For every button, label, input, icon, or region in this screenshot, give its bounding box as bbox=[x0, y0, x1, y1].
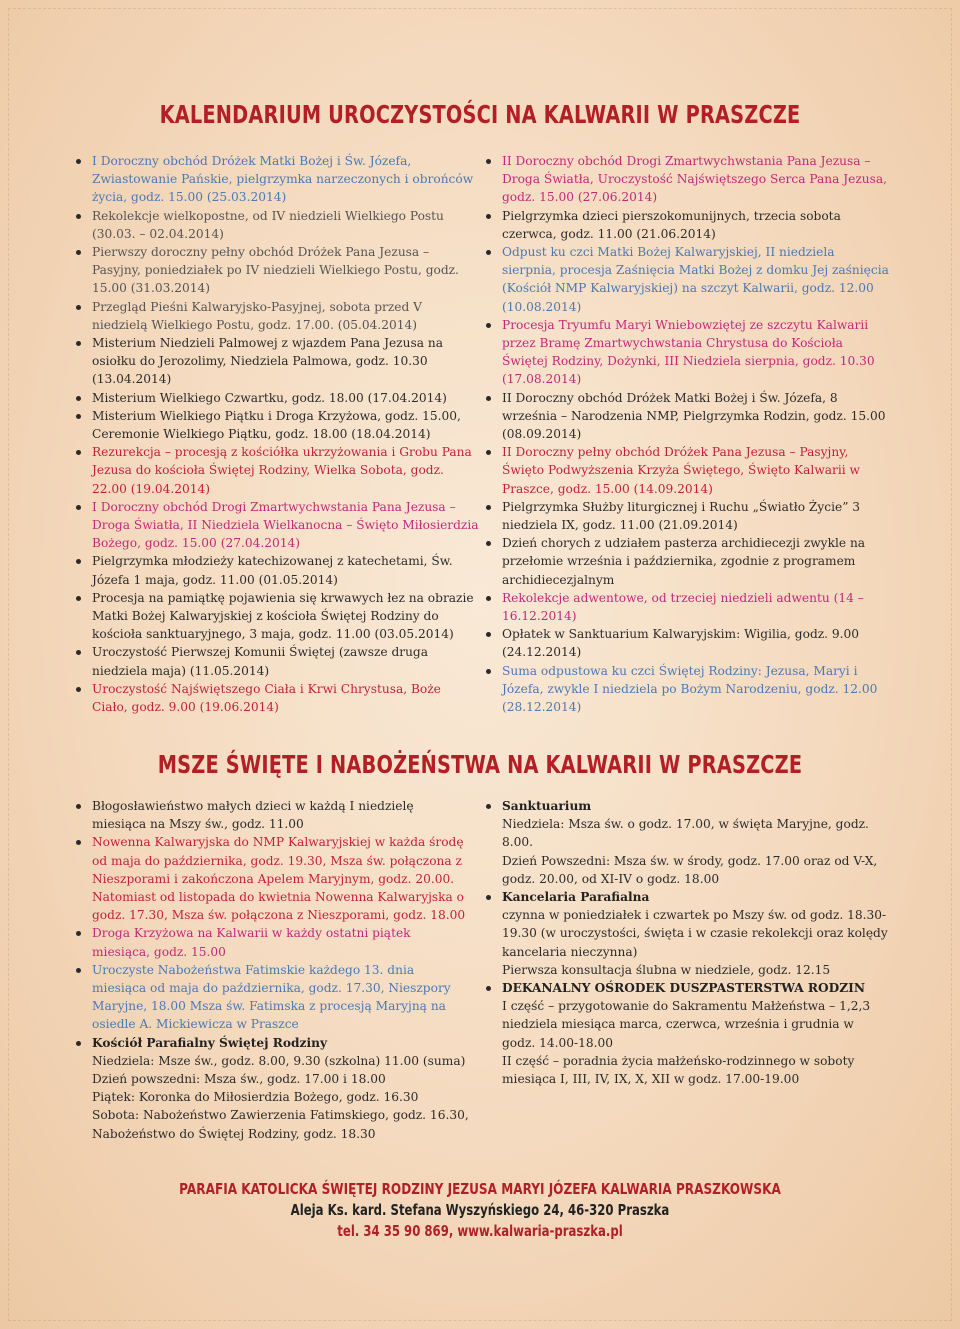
calendar-event: Procesja Tryumfu Maryi Wniebowziętej ze szczytu Kalwarii przez Bramę Zmartwychwstania Chrystusa do Kościoła Świętej Rodziny, Dożynki, III Niedziela sierpnia, godz. 10.30 (17.08.2014) bbox=[490, 316, 890, 389]
calendar-event: Pielgrzymka Służby liturgicznej i Ruchu „Światło Życie” 3 niedziela IX, godz. 11.00 (21.09.2014) bbox=[490, 498, 890, 534]
mass-schedule-item bbox=[490, 797, 890, 888]
calendar-event: Pielgrzymka dzieci pierszokomunijnych, trzecia sobota czerwca, godz. 11.00 (21.06.2014) bbox=[490, 207, 890, 243]
calendar-event: Opłatek w Sanktuarium Kalwaryjskim: Wigilia, godz. 9.00 (24.12.2014) bbox=[490, 625, 890, 661]
mass-schedule-item: Uroczyste Nabożeństwa Fatimskie każdego 13. dnia miesiąca od maja do października, godz. 17.30, Nieszpory Maryjne, 18.00 Msza św. Fatimska z procesją Maryjną na osiedle A. Mickiewicza w Praszce bbox=[80, 961, 470, 1034]
item-line: Dzień powszedni: Msza św., godz. 17.00 i 18.00 bbox=[92, 1072, 386, 1087]
mass-schedule-item: Nowenna Kalwaryjska do NMP Kalwaryjskiej w każda środę od maja do października, godz. 19.30, Msza św. połączona z Nieszporami i zakończona Apelem Maryjnym, godz. 20.00. Natomiast od listopada do kwietnia Nowenna Kalwaryjska o godz. 17.30, Msza św. połączona z Nieszporami, godz. 18.00 bbox=[80, 833, 470, 924]
item-line: II część – poradnia życia małżeńsko-rodzinnego w soboty miesiąca I, III, IV, IX, X, XII w godz. 17.00-19.00 bbox=[502, 1053, 855, 1087]
mass-schedule-item bbox=[490, 979, 890, 1088]
calendar-event: Przegląd Pieśni Kalwaryjsko-Pasyjnej, sobota przed V niedzielą Wielkiego Postu, godz. 17.00. (05.04.2014) bbox=[80, 298, 480, 334]
masses-title: MSZE ŚWIĘTE I NABOŻEŃSTWA NA KALWARII W PRASZCZE bbox=[157, 750, 803, 779]
item-heading: Kancelaria Parafialna bbox=[502, 890, 650, 905]
item-heading: DEKANALNY OŚRODEK DUSZPASTERSTWA RODZIN bbox=[502, 981, 865, 996]
calendar-event: Rekolekcje wielkopostne, od IV niedzieli Wielkiego Postu (30.03. – 02.04.2014) bbox=[80, 207, 480, 243]
item-line: Niedziela: Msza św. o godz. 17.00, w święta Maryjne, godz. 8.00. bbox=[502, 817, 869, 850]
calendar-event: Uroczystość Najświętszego Ciała i Krwi Chrystusa, Boże Ciało, godz. 9.00 (19.06.2014) bbox=[80, 680, 480, 716]
masses-left-list bbox=[80, 797, 470, 1143]
calendar-event: Procesja na pamiątkę pojawienia się krwawych łez na obrazie Matki Bożej Kalwaryjskiej z kościoła Świętej Rodziny do kościoła sanktuaryjnego, 3 maja, godz. 11.00 (03.05.2014) bbox=[80, 589, 480, 644]
item-heading: Sanktuarium bbox=[502, 799, 592, 813]
calendar-event: Dzień chorych z udziałem pasterza archidiecezji zwykle na przełomie września i października, zgodnie z programem archidiecezjalnym bbox=[490, 534, 890, 589]
calendar-event: Pielgrzymka młodzieży katechizowanej z katechetami, Św. Józefa 1 maja, godz. 11.00 (01.05.2014) bbox=[80, 552, 480, 588]
calendar-event: Rezurekcja – procesją z kościółka ukrzyżowania i Grobu Pana Jezusa do kościoła Świętej Rodziny, Wielka Sobota, godz. 22.00 (19.04.2014) bbox=[80, 443, 480, 498]
mass-schedule-item bbox=[80, 1034, 470, 1143]
calendar-event: Misterium Wielkiego Piątku i Droga Krzyżowa, godz. 15.00, Ceremonie Wielkiego Piątku, godz. 18.00 (18.04.2014) bbox=[80, 407, 480, 443]
calendar-event: Rekolekcje adwentowe, od trzeciej niedzieli adwentu (14 – 16.12.2014) bbox=[490, 589, 890, 625]
mass-schedule-item: Droga Krzyżowa na Kalwarii w każdy ostatni piątek miesiąca, godz. 15.00 bbox=[80, 924, 470, 960]
parish-contact: tel. 34 35 90 869, www.kalwaria-praszka.pl bbox=[337, 1222, 623, 1240]
calendar-title: KALENDARIUM UROCZYSTOŚCI NA KALWARII W PRASZCZE bbox=[159, 100, 801, 129]
calendar-event: Suma odpustowa ku czci Świętej Rodziny: Jezusa, Maryi i Józefa, zwykle I niedziela po Bożym Narodzeniu, godz. 12.00 (28.12.2014) bbox=[490, 662, 890, 717]
item-line: czynna w poniedziałek i czwartek po Mszy św. od godz. 18.30-19.30 (w uroczystości, święta i w czasie rekolekcji oraz kolędy kancelaria nieczynna) bbox=[502, 908, 888, 959]
calendar-event: II Doroczny pełny obchód Dróżek Pana Jezusa – Pasyjny, Święto Podwyższenia Krzyża Świętego, Święto Kalwarii w Praszce, godz. 15.00 (14.09.2014) bbox=[490, 443, 890, 498]
item-line: Niedziela: Msze św., godz. 8.00, 9.30 (szkolna) 11.00 (suma) bbox=[92, 1053, 466, 1068]
calendar-event: Misterium Niedzieli Palmowej z wjazdem Pana Jezusa na osiołku do Jerozolimy, Niedziela Palmowa, godz. 10.30 (13.04.2014) bbox=[80, 334, 480, 389]
item-line: I część – przygotowanie do Sakramentu Małżeństwa – 1,2,3 niedziela miesiąca marca, czerwca, września i grudnia w godz. 14.00-18.00 bbox=[502, 999, 871, 1050]
calendar-event: I Doroczny obchód Drogi Zmartwychwstania Pana Jezusa – Droga Światła, II Niedziela Wielkanocna – Święto Miłosierdzia Bożego, godz. 15.00 (27.04.2014) bbox=[80, 498, 480, 553]
calendar-event: II Doroczny obchód Drogi Zmartwychwstania Pana Jezusa – Droga Światła, Uroczystość Najświętszego Serca Pana Jezusa, godz. 15.00 (27.06.2014) bbox=[490, 152, 890, 207]
item-line: Piątek: Koronka do Miłosierdzia Bożego, godz. 16.30 bbox=[92, 1090, 419, 1105]
calendar-event: Misterium Wielkiego Czwartku, godz. 18.00 (17.04.2014) bbox=[80, 389, 480, 407]
parish-address: Aleja Ks. kard. Stefana Wyszyńskiego 24, 46-320 Praszka bbox=[290, 1201, 670, 1219]
item-line: Dzień Powszedni: Msza św. w środy, godz. 17.00 oraz od V-X, godz. 20.00, od XI-IV o godz. 18.00 bbox=[502, 853, 878, 886]
mass-schedule-item: Błogosławieństwo małych dzieci w każdą I niedzielę miesiąca na Mszy św., godz. 11.00 bbox=[80, 797, 470, 833]
item-line: Sobota: Nabożeństwo Zawierzenia Fatimskiego, godz. 16.30, Nabożeństwo do Świętej Rodziny, godz. 18.30 bbox=[92, 1108, 469, 1141]
calendar-event: Uroczystość Pierwszej Komunii Świętej (zawsze druga niedziela maja) (11.05.2014) bbox=[80, 643, 480, 679]
calendar-event: Odpust ku czci Matki Bożej Kalwaryjskiej, II niedziela sierpnia, procesja Zaśnięcia Matki Bożej z domku Jej zaśnięcia (Kościół NMP Kalwaryjskiej) na szczyt Kalwarii, godz. 12.00 (10.08.2014) bbox=[490, 243, 890, 316]
item-line: Pierwsza konsultacja ślubna w niedziele, godz. 12.15 bbox=[502, 962, 831, 977]
calendar-right-list bbox=[490, 152, 890, 716]
masses-right-list bbox=[490, 797, 890, 1088]
calendar-event: I Doroczny obchód Dróżek Matki Bożej i Św. Józefa, Zwiastowanie Pańskie, pielgrzymka narzeczonych i obrońców życia, godz. 15.00 (25.03.2014) bbox=[80, 152, 480, 207]
calendar-event: II Doroczny obchód Dróżek Matki Bożej i Św. Józefa, 8 września – Narodzenia NMP, Pielgrzymka Rodzin, godz. 15.00 (08.09.2014) bbox=[490, 389, 890, 444]
calendar-left-list bbox=[80, 152, 480, 716]
item-heading: Kościół Parafialny Świętej Rodziny bbox=[92, 1035, 328, 1050]
calendar-event: Pierwszy doroczny pełny obchód Dróżek Pana Jezusa – Pasyjny, poniedziałek po IV niedzieli Wielkiego Postu, godz. 15.00 (31.03.2014) bbox=[80, 243, 480, 298]
parish-name: PARAFIA KATOLICKA ŚWIĘTEJ RODZINY JEZUSA MARYI JÓZEFA KALWARIA PRASZKOWSKA bbox=[179, 1180, 781, 1198]
mass-schedule-item bbox=[490, 888, 890, 979]
